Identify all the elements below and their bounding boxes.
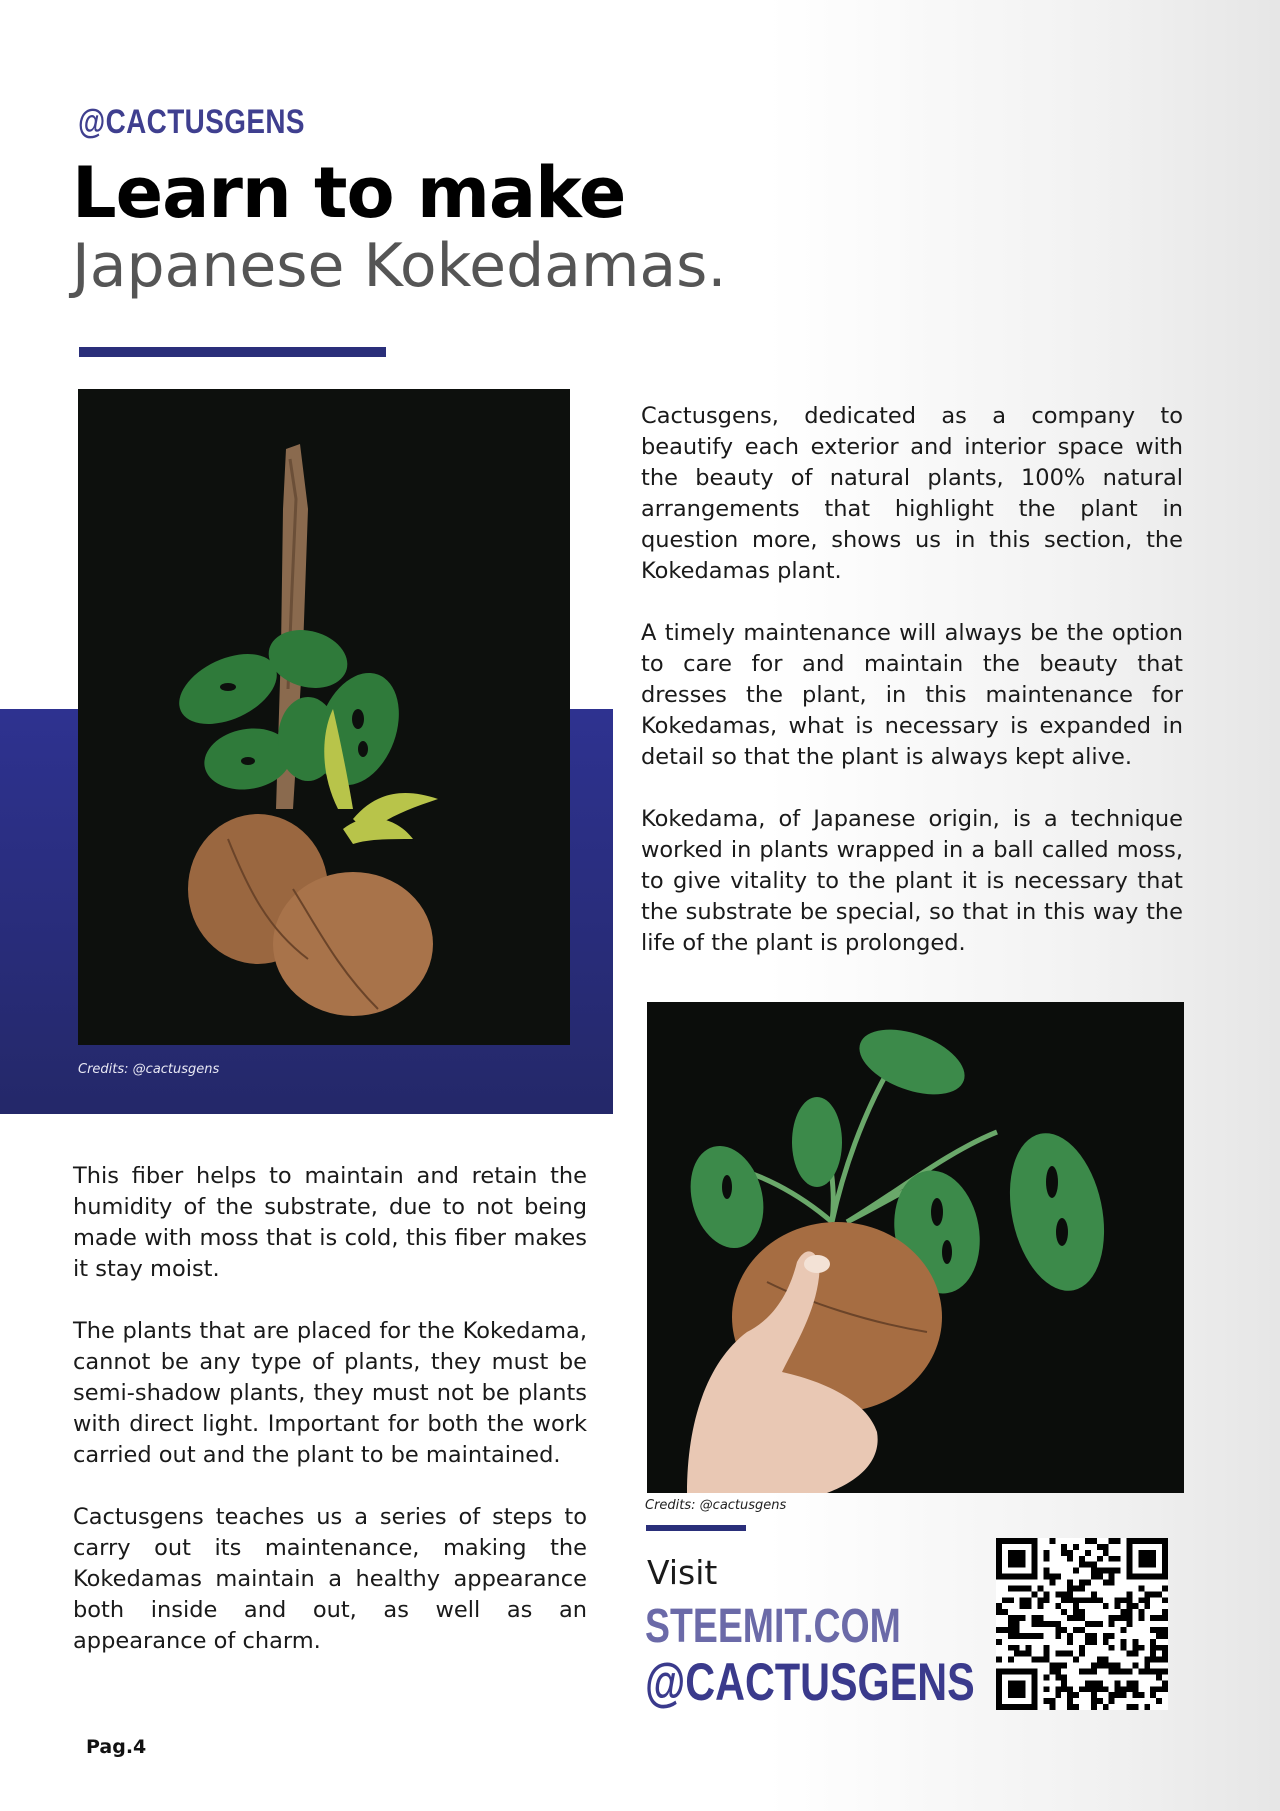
paragraph: The plants that are placed for the Kokedama, cannot be any type of plants, they must be semi-shadow plants, they must not be plants with direct light. Important for both the work carried out and the plant to be maintained.	[73, 1318, 587, 1468]
photo-credit-left: Credits: @cactusgens	[78, 1062, 220, 1077]
article-left-column	[73, 1161, 587, 1688]
kokedama-photo-1	[78, 389, 570, 1045]
article-right-column	[641, 401, 1183, 990]
kokedama-illustration-2	[647, 1002, 1184, 1493]
page-title: Learn to make	[72, 152, 626, 234]
site-handle-link[interactable]: @CACTUSGENS	[645, 1653, 975, 1712]
kokedama-photo-2	[647, 1002, 1184, 1493]
paragraph: This fiber helps to maintain and retain the humidity of the substrate, due to not being made with moss that is cold, this fiber makes it stay moist.	[73, 1163, 587, 1282]
paragraph: Cactusgens, dedicated as a company to beautify each exterior and interior space with the beauty of natural plants, 100% natural arrangements that highlight the plant in question more, shows us in this section, the Kokedamas plant.	[641, 403, 1183, 584]
photo-credit-right: Credits: @cactusgens	[645, 1498, 787, 1513]
visit-underline	[646, 1525, 746, 1531]
paragraph: Cactusgens teaches us a series of steps to carry out its maintenance, making the Kokedamas maintain a healthy appearance both inside and out, as well as an appearance of charm.	[73, 1504, 587, 1654]
site-link[interactable]: STEEMIT.COM	[645, 1600, 901, 1653]
page-subtitle: Japanese Kokedamas.	[72, 231, 727, 301]
paragraph: A timely maintenance will always be the option to care for and maintain the beauty that dresses the plant, in this maintenance for Kokedamas, what is necessary is expanded in detail so that the plant is always kept alive.	[641, 620, 1183, 770]
qr-code-icon[interactable]	[996, 1538, 1168, 1710]
brand-handle: @CACTUSGENS	[78, 103, 305, 141]
kokedama-illustration-1	[78, 389, 570, 1045]
page-number: Pag.4	[86, 1736, 147, 1758]
paragraph: Kokedama, of Japanese origin, is a technique worked in plants wrapped in a ball called moss, to give vitality to the plant it is necessary that the substrate be special, so that in this way the life of the plant is prolonged.	[641, 806, 1183, 956]
visit-label: Visit	[647, 1553, 718, 1592]
qr-code-graphic	[996, 1538, 1168, 1710]
title-underline	[79, 347, 386, 357]
